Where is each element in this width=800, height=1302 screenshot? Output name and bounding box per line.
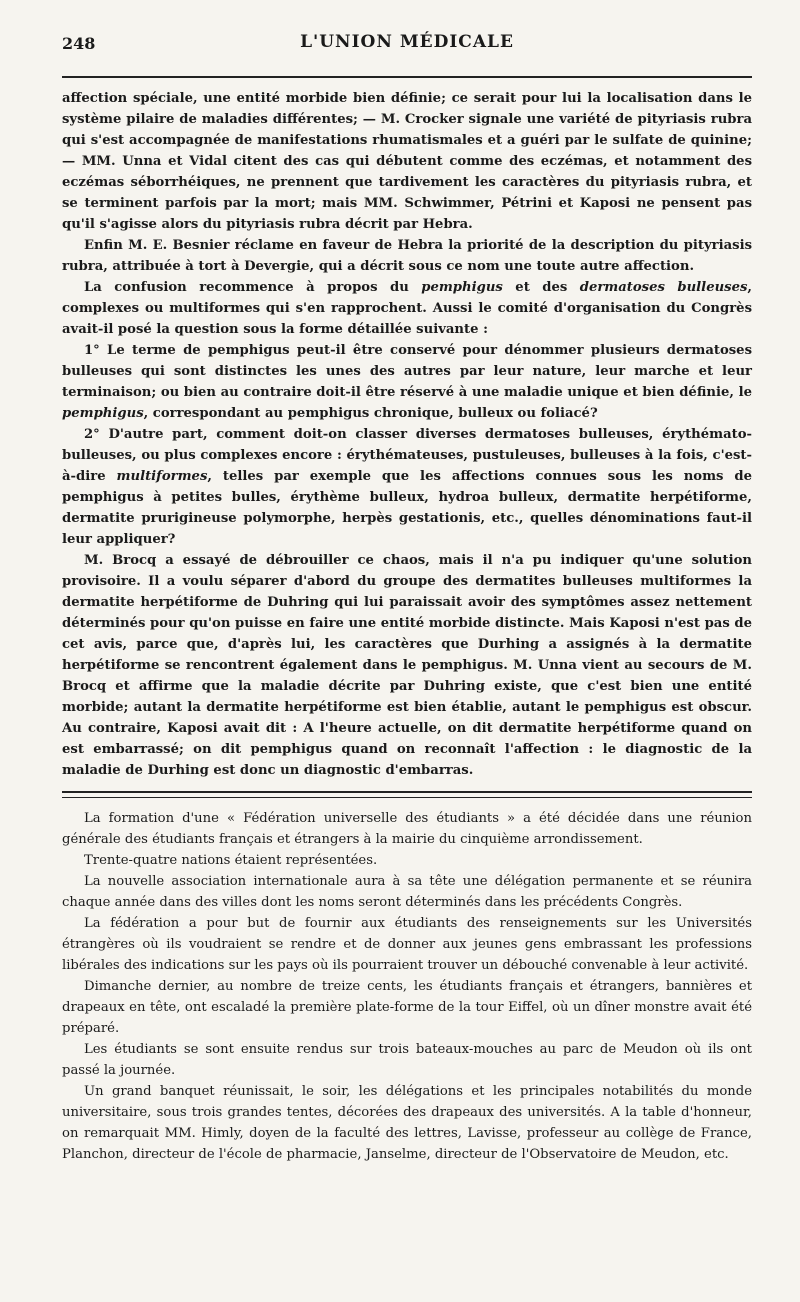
- paragraph: affection spéciale, une entité morbide bien définie; ce serait pour lui la localisation dans le système pilaire de maladies différentes; — M. Crocker signale une variété de pityriasis rubra qui s'est accompagnée de manifestations rhumatismales et a guéri par le sulfate de quinine; — MM. Unna et Vidal citent des cas qui débutent comme des eczémas, et notamment des eczémas séborrhéiques, ne prennent que tardivement les caractères du pityriasis rubra, et se terminent parfois par la mort; mais MM. Schwimmer, Pétrini et Kaposi ne pensent pas qu'il s'agisse alors du pityriasis rubra décrit par Hebra.: [62, 91, 752, 232]
- news-section: [62, 808, 752, 1165]
- running-head: [62, 24, 752, 72]
- news-paragraph: La fédération a pour but de fournir aux étudiants des renseignements sur les Universités étrangères où ils voudraient se rendre et de donner aux jeunes gens embrassant les professions libérales des indications sur les pays où ils pourraient trouver un débouché convenable à leur activité.: [62, 916, 752, 973]
- article-body: [62, 88, 752, 781]
- page-number: 248: [62, 34, 96, 53]
- news-paragraph: Dimanche dernier, au nombre de treize cents, les étudiants français et étrangers, bannières et drapeaux en tête, ont escaladé la première plate-forme de la tour Eiffel, où un dîner monstre avait été préparé.: [62, 979, 752, 1036]
- question-1: [62, 340, 752, 424]
- italic-term: pemphigus: [421, 280, 503, 295]
- news-paragraph: La formation d'une « Fédération universelle des étudiants » a été décidée dans une réunion générale des étudiants français et étrangers à la mairie du cinquième arrondissement.: [62, 811, 752, 847]
- text-run: , complexes ou multiformes qui s'en rapprochent. Aussi le comité d'organisation du Congrès avait-il posé la question sous la forme détaillée suivante :: [62, 280, 753, 337]
- news-paragraph: Trente-quatre nations étaient représentées.: [84, 853, 378, 868]
- news-paragraph: Un grand banquet réunissait, le soir, les délégations et les principales notabilités du monde universitaire, sous trois grandes tentes, décorées des drapeaux des universités. A la table d'honneur, on remarquait MM. Himly, doyen de la faculté des lettres, Lavisse, professeur au collège de France, Planchon, directeur de l'école de pharmacie, Janselme, directeur de l'Observatoire de Meudon, etc.: [62, 1084, 752, 1162]
- page: [0, 24, 800, 1302]
- paragraph-confusion: [62, 277, 752, 340]
- paragraph: Enfin M. E. Besnier réclame en faveur de Hebra la priorité de la description du pityriasis rubra, attribuée à tort à Devergie, qui a décrit sous ce nom une toute autre affection.: [62, 238, 752, 274]
- section-divider: [62, 791, 752, 798]
- text-run: , correspondant au pemphigus chronique, bulleux ou foliacé?: [143, 406, 598, 421]
- header-rule: [62, 76, 752, 78]
- text-run: , telles par exemple que les affections connues sous les noms de pemphigus à petites bulles, érythème bulleux, hydroa bulleux, dermatite herpétiforme, dermatite prurigineuse polymorphe, herpès gestationis, etc., quelles dénominations faut-il leur appliquer?: [62, 469, 752, 547]
- text-run: La confusion recommence à propos du: [84, 280, 422, 295]
- text-run: 2° D'autre part, comment doit-on classer diverses dermatoses bulleuses, érythémato-bulleuses, ou plus complexes encore : érythémateuses, pustuleuses, bulleuses à la fois, c'est-à-dire: [62, 427, 752, 484]
- text-run: et des: [502, 280, 580, 295]
- italic-term: dermatoses bulleuses: [579, 280, 748, 295]
- italic-term: multiformes: [116, 469, 208, 484]
- journal-title: L'UNION MÉDICALE: [300, 32, 514, 52]
- paragraph: M. Brocq a essayé de débrouiller ce chaos, mais il n'a pu indiquer qu'une solution provisoire. Il a voulu séparer d'abord du groupe des dermatites bulleuses multiformes la dermatite herpétiforme de Duhring qui lui paraissait avoir des symptômes assez nettement déterminés pour qu'on puisse en faire une entité morbide distincte. Mais Kaposi n'est pas de cet avis, parce que, d'après lui, les caractères que Durhing a assignés à la dermatite herpétiforme se rencontrent également dans le pemphigus. M. Unna vient au secours de M. Brocq et affirme que la maladie décrite par Duhring existe, que c'est bien une entité morbide; autant la dermatite herpétiforme est bien établie, autant le pemphigus est obscur. Au contraire, Kaposi avait dit : A l'heure actuelle, on dit dermatite herpétiforme quand on est embarrassé; on dit pemphigus quand on reconnaît l'affection : le diagnostic de la maladie de Durhing est donc un diagnostic d'embarras.: [62, 553, 752, 778]
- question-2: [62, 424, 752, 550]
- italic-term: pemphigus: [62, 406, 144, 421]
- news-paragraph: Les étudiants se sont ensuite rendus sur trois bateaux-mouches au parc de Meudon où ils ont passé la journée.: [62, 1042, 752, 1078]
- news-paragraph: La nouvelle association internationale aura à sa tête une délégation permanente et se réunira chaque année dans des villes dont les noms seront déterminés dans les précédents Congrès.: [62, 874, 752, 910]
- text-run: 1° Le terme de pemphigus peut-il être conservé pour dénommer plusieurs dermatoses bulleuses qui sont distinctes les unes des autres par leur nature, leur marche et leur terminaison; ou bien au contraire doit-il être réservé à une maladie unique et bien définie, le: [62, 343, 752, 400]
